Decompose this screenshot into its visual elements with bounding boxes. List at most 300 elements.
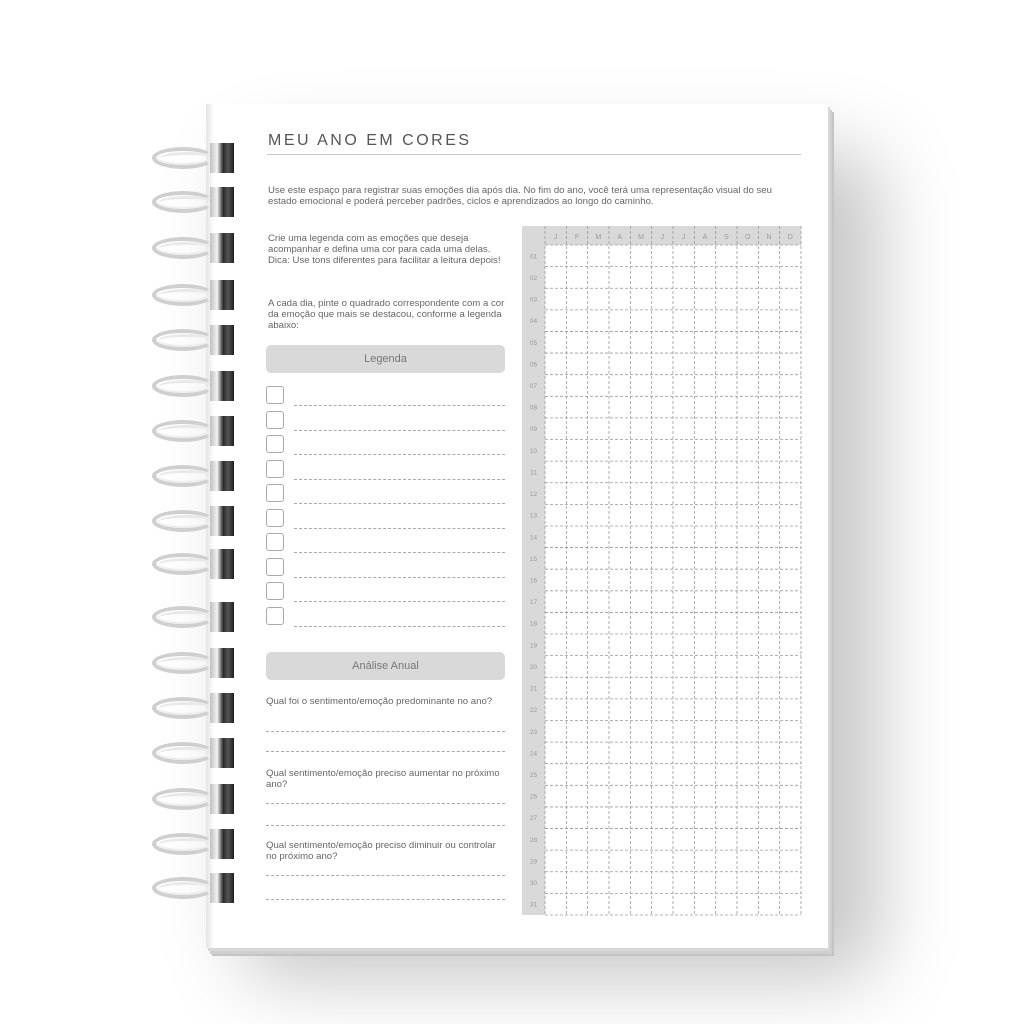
- tracker-cell[interactable]: [716, 591, 737, 613]
- tracker-cell[interactable]: [780, 807, 801, 829]
- tracker-cell[interactable]: [673, 267, 694, 289]
- tracker-cell[interactable]: [588, 331, 609, 353]
- tracker-cell[interactable]: [737, 569, 758, 591]
- tracker-cell[interactable]: [673, 785, 694, 807]
- tracker-cell[interactable]: [694, 504, 715, 526]
- tracker-cell[interactable]: [716, 396, 737, 418]
- tracker-cell[interactable]: [566, 656, 587, 678]
- tracker-cell[interactable]: [588, 375, 609, 397]
- tracker-cell[interactable]: [673, 893, 694, 915]
- tracker-cell[interactable]: [566, 677, 587, 699]
- tracker-cell[interactable]: [694, 548, 715, 570]
- tracker-cell[interactable]: [545, 720, 566, 742]
- tracker-cell[interactable]: [630, 245, 651, 267]
- tracker-cell[interactable]: [566, 267, 587, 289]
- tracker-cell[interactable]: [758, 267, 779, 289]
- tracker-cell[interactable]: [758, 742, 779, 764]
- tracker-cell[interactable]: [588, 807, 609, 829]
- tracker-cell[interactable]: [545, 310, 566, 332]
- tracker-cell[interactable]: [588, 612, 609, 634]
- tracker-cell[interactable]: [716, 807, 737, 829]
- tracker-cell[interactable]: [545, 353, 566, 375]
- tracker-cell[interactable]: [566, 764, 587, 786]
- tracker-cell[interactable]: [780, 785, 801, 807]
- tracker-cell[interactable]: [652, 720, 673, 742]
- tracker-cell[interactable]: [694, 569, 715, 591]
- tracker-cell[interactable]: [566, 310, 587, 332]
- tracker-cell[interactable]: [780, 483, 801, 505]
- tracker-cell[interactable]: [780, 720, 801, 742]
- tracker-cell[interactable]: [545, 677, 566, 699]
- tracker-cell[interactable]: [737, 634, 758, 656]
- tracker-cell[interactable]: [609, 807, 630, 829]
- tracker-cell[interactable]: [609, 612, 630, 634]
- tracker-cell[interactable]: [630, 310, 651, 332]
- tracker-cell[interactable]: [780, 440, 801, 462]
- tracker-cell[interactable]: [758, 569, 779, 591]
- tracker-cell[interactable]: [545, 375, 566, 397]
- tracker-cell[interactable]: [780, 677, 801, 699]
- tracker-cell[interactable]: [609, 720, 630, 742]
- tracker-cell[interactable]: [716, 569, 737, 591]
- tracker-cell[interactable]: [566, 785, 587, 807]
- tracker-cell[interactable]: [737, 461, 758, 483]
- tracker-cell[interactable]: [694, 829, 715, 851]
- tracker-cell[interactable]: [758, 396, 779, 418]
- tracker-cell[interactable]: [545, 656, 566, 678]
- tracker-cell[interactable]: [588, 483, 609, 505]
- tracker-cell[interactable]: [673, 548, 694, 570]
- tracker-cell[interactable]: [673, 504, 694, 526]
- tracker-cell[interactable]: [694, 742, 715, 764]
- tracker-cell[interactable]: [652, 440, 673, 462]
- tracker-cell[interactable]: [588, 699, 609, 721]
- tracker-cell[interactable]: [588, 396, 609, 418]
- tracker-cell[interactable]: [545, 331, 566, 353]
- tracker-cell[interactable]: [758, 807, 779, 829]
- tracker-cell[interactable]: [758, 785, 779, 807]
- tracker-cell[interactable]: [758, 288, 779, 310]
- tracker-cell[interactable]: [609, 504, 630, 526]
- tracker-cell[interactable]: [694, 418, 715, 440]
- tracker-cell[interactable]: [652, 483, 673, 505]
- tracker-cell[interactable]: [588, 526, 609, 548]
- tracker-cell[interactable]: [780, 569, 801, 591]
- tracker-cell[interactable]: [716, 483, 737, 505]
- tracker-cell[interactable]: [716, 267, 737, 289]
- tracker-cell[interactable]: [630, 850, 651, 872]
- tracker-cell[interactable]: [758, 699, 779, 721]
- tracker-cell[interactable]: [694, 375, 715, 397]
- tracker-cell[interactable]: [758, 612, 779, 634]
- tracker-cell[interactable]: [737, 526, 758, 548]
- tracker-cell[interactable]: [588, 893, 609, 915]
- tracker-cell[interactable]: [758, 893, 779, 915]
- tracker-cell[interactable]: [673, 396, 694, 418]
- tracker-cell[interactable]: [673, 288, 694, 310]
- tracker-cell[interactable]: [652, 353, 673, 375]
- tracker-cell[interactable]: [566, 353, 587, 375]
- tracker-cell[interactable]: [588, 764, 609, 786]
- tracker-cell[interactable]: [609, 375, 630, 397]
- tracker-cell[interactable]: [780, 742, 801, 764]
- tracker-cell[interactable]: [630, 656, 651, 678]
- tracker-cell[interactable]: [566, 807, 587, 829]
- tracker-cell[interactable]: [588, 720, 609, 742]
- tracker-cell[interactable]: [737, 504, 758, 526]
- tracker-cell[interactable]: [630, 396, 651, 418]
- tracker-cell[interactable]: [673, 440, 694, 462]
- tracker-cell[interactable]: [673, 699, 694, 721]
- tracker-cell[interactable]: [758, 720, 779, 742]
- tracker-cell[interactable]: [694, 288, 715, 310]
- tracker-cell[interactable]: [630, 785, 651, 807]
- tracker-cell[interactable]: [780, 829, 801, 851]
- tracker-cell[interactable]: [609, 440, 630, 462]
- tracker-cell[interactable]: [758, 872, 779, 894]
- tracker-cell[interactable]: [566, 440, 587, 462]
- tracker-cell[interactable]: [588, 288, 609, 310]
- tracker-cell[interactable]: [566, 699, 587, 721]
- tracker-cell[interactable]: [652, 591, 673, 613]
- tracker-cell[interactable]: [758, 526, 779, 548]
- tracker-cell[interactable]: [652, 548, 673, 570]
- tracker-cell[interactable]: [630, 742, 651, 764]
- tracker-cell[interactable]: [566, 396, 587, 418]
- tracker-cell[interactable]: [780, 634, 801, 656]
- tracker-cell[interactable]: [545, 245, 566, 267]
- tracker-cell[interactable]: [737, 612, 758, 634]
- tracker-cell[interactable]: [609, 288, 630, 310]
- tracker-cell[interactable]: [545, 288, 566, 310]
- tracker-cell[interactable]: [609, 548, 630, 570]
- tracker-cell[interactable]: [588, 310, 609, 332]
- tracker-cell[interactable]: [545, 764, 566, 786]
- tracker-cell[interactable]: [566, 526, 587, 548]
- tracker-cell[interactable]: [588, 785, 609, 807]
- tracker-cell[interactable]: [673, 742, 694, 764]
- tracker-cell[interactable]: [716, 677, 737, 699]
- tracker-cell[interactable]: [609, 310, 630, 332]
- tracker-cell[interactable]: [609, 742, 630, 764]
- tracker-cell[interactable]: [716, 331, 737, 353]
- tracker-cell[interactable]: [652, 764, 673, 786]
- tracker-cell[interactable]: [630, 612, 651, 634]
- tracker-cell[interactable]: [716, 872, 737, 894]
- tracker-cell[interactable]: [588, 677, 609, 699]
- tracker-cell[interactable]: [652, 893, 673, 915]
- tracker-cell[interactable]: [673, 353, 694, 375]
- tracker-cell[interactable]: [758, 548, 779, 570]
- tracker-cell[interactable]: [716, 440, 737, 462]
- tracker-cell[interactable]: [588, 634, 609, 656]
- tracker-cell[interactable]: [694, 612, 715, 634]
- tracker-cell[interactable]: [630, 893, 651, 915]
- tracker-cell[interactable]: [545, 418, 566, 440]
- tracker-cell[interactable]: [758, 829, 779, 851]
- tracker-cell[interactable]: [737, 850, 758, 872]
- tracker-cell[interactable]: [694, 764, 715, 786]
- tracker-cell[interactable]: [673, 656, 694, 678]
- tracker-cell[interactable]: [630, 353, 651, 375]
- tracker-cell[interactable]: [780, 850, 801, 872]
- tracker-cell[interactable]: [673, 331, 694, 353]
- tracker-cell[interactable]: [716, 504, 737, 526]
- tracker-cell[interactable]: [673, 872, 694, 894]
- tracker-cell[interactable]: [716, 699, 737, 721]
- tracker-cell[interactable]: [673, 677, 694, 699]
- tracker-cell[interactable]: [545, 504, 566, 526]
- tracker-cell[interactable]: [737, 396, 758, 418]
- tracker-cell[interactable]: [737, 785, 758, 807]
- tracker-cell[interactable]: [630, 288, 651, 310]
- tracker-cell[interactable]: [780, 872, 801, 894]
- tracker-cell[interactable]: [780, 504, 801, 526]
- tracker-cell[interactable]: [566, 483, 587, 505]
- tracker-cell[interactable]: [566, 612, 587, 634]
- tracker-cell[interactable]: [780, 461, 801, 483]
- tracker-cell[interactable]: [566, 288, 587, 310]
- tracker-cell[interactable]: [716, 310, 737, 332]
- tracker-cell[interactable]: [737, 699, 758, 721]
- tracker-cell[interactable]: [566, 829, 587, 851]
- tracker-cell[interactable]: [545, 742, 566, 764]
- tracker-cell[interactable]: [716, 245, 737, 267]
- tracker-cell[interactable]: [588, 267, 609, 289]
- tracker-cell[interactable]: [588, 353, 609, 375]
- tracker-cell[interactable]: [694, 656, 715, 678]
- tracker-cell[interactable]: [758, 634, 779, 656]
- tracker-cell[interactable]: [609, 526, 630, 548]
- tracker-cell[interactable]: [545, 569, 566, 591]
- tracker-cell[interactable]: [630, 461, 651, 483]
- tracker-cell[interactable]: [588, 548, 609, 570]
- tracker-cell[interactable]: [694, 720, 715, 742]
- tracker-cell[interactable]: [673, 634, 694, 656]
- tracker-cell[interactable]: [630, 807, 651, 829]
- tracker-cell[interactable]: [758, 483, 779, 505]
- tracker-cell[interactable]: [758, 331, 779, 353]
- tracker-cell[interactable]: [737, 656, 758, 678]
- tracker-cell[interactable]: [652, 807, 673, 829]
- tracker-cell[interactable]: [737, 331, 758, 353]
- tracker-cell[interactable]: [588, 591, 609, 613]
- tracker-cell[interactable]: [588, 440, 609, 462]
- tracker-cell[interactable]: [652, 418, 673, 440]
- tracker-cell[interactable]: [545, 699, 566, 721]
- tracker-cell[interactable]: [780, 591, 801, 613]
- tracker-cell[interactable]: [630, 526, 651, 548]
- tracker-cell[interactable]: [609, 418, 630, 440]
- tracker-cell[interactable]: [630, 440, 651, 462]
- tracker-cell[interactable]: [609, 353, 630, 375]
- tracker-cell[interactable]: [630, 720, 651, 742]
- tracker-cell[interactable]: [716, 288, 737, 310]
- tracker-cell[interactable]: [652, 872, 673, 894]
- tracker-cell[interactable]: [737, 591, 758, 613]
- tracker-cell[interactable]: [716, 720, 737, 742]
- tracker-cell[interactable]: [737, 829, 758, 851]
- tracker-cell[interactable]: [758, 310, 779, 332]
- tracker-cell[interactable]: [716, 742, 737, 764]
- tracker-cell[interactable]: [545, 893, 566, 915]
- tracker-cell[interactable]: [588, 504, 609, 526]
- tracker-cell[interactable]: [780, 526, 801, 548]
- tracker-cell[interactable]: [652, 331, 673, 353]
- tracker-cell[interactable]: [630, 872, 651, 894]
- tracker-cell[interactable]: [716, 764, 737, 786]
- tracker-cell[interactable]: [545, 829, 566, 851]
- tracker-cell[interactable]: [652, 375, 673, 397]
- tracker-cell[interactable]: [673, 245, 694, 267]
- tracker-cell[interactable]: [758, 440, 779, 462]
- tracker-cell[interactable]: [780, 656, 801, 678]
- tracker-cell[interactable]: [566, 504, 587, 526]
- tracker-cell[interactable]: [545, 591, 566, 613]
- tracker-cell[interactable]: [694, 785, 715, 807]
- tracker-cell[interactable]: [630, 634, 651, 656]
- tracker-cell[interactable]: [566, 634, 587, 656]
- tracker-cell[interactable]: [694, 461, 715, 483]
- tracker-cell[interactable]: [652, 396, 673, 418]
- tracker-cell[interactable]: [780, 764, 801, 786]
- tracker-cell[interactable]: [652, 267, 673, 289]
- tracker-cell[interactable]: [694, 310, 715, 332]
- tracker-cell[interactable]: [630, 569, 651, 591]
- tracker-cell[interactable]: [694, 677, 715, 699]
- tracker-cell[interactable]: [694, 699, 715, 721]
- tracker-cell[interactable]: [609, 634, 630, 656]
- tracker-cell[interactable]: [758, 418, 779, 440]
- tracker-cell[interactable]: [716, 461, 737, 483]
- tracker-cell[interactable]: [780, 331, 801, 353]
- tracker-cell[interactable]: [630, 764, 651, 786]
- tracker-cell[interactable]: [758, 677, 779, 699]
- tracker-cell[interactable]: [609, 893, 630, 915]
- tracker-cell[interactable]: [652, 245, 673, 267]
- tracker-cell[interactable]: [630, 418, 651, 440]
- tracker-cell[interactable]: [652, 612, 673, 634]
- tracker-cell[interactable]: [566, 742, 587, 764]
- tracker-cell[interactable]: [716, 850, 737, 872]
- tracker-cell[interactable]: [652, 699, 673, 721]
- tracker-cell[interactable]: [673, 418, 694, 440]
- tracker-cell[interactable]: [545, 483, 566, 505]
- tracker-cell[interactable]: [780, 245, 801, 267]
- tracker-cell[interactable]: [609, 829, 630, 851]
- tracker-cell[interactable]: [716, 353, 737, 375]
- tracker-cell[interactable]: [673, 310, 694, 332]
- tracker-cell[interactable]: [545, 785, 566, 807]
- tracker-cell[interactable]: [630, 504, 651, 526]
- tracker-cell[interactable]: [694, 353, 715, 375]
- tracker-cell[interactable]: [780, 893, 801, 915]
- tracker-cell[interactable]: [780, 310, 801, 332]
- tracker-cell[interactable]: [652, 310, 673, 332]
- tracker-cell[interactable]: [630, 829, 651, 851]
- tracker-cell[interactable]: [780, 396, 801, 418]
- tracker-cell[interactable]: [673, 764, 694, 786]
- tracker-cell[interactable]: [609, 785, 630, 807]
- tracker-cell[interactable]: [758, 850, 779, 872]
- tracker-cell[interactable]: [652, 634, 673, 656]
- tracker-cell[interactable]: [716, 656, 737, 678]
- tracker-cell[interactable]: [609, 699, 630, 721]
- tracker-cell[interactable]: [566, 548, 587, 570]
- tracker-cell[interactable]: [545, 612, 566, 634]
- tracker-cell[interactable]: [758, 375, 779, 397]
- tracker-cell[interactable]: [694, 483, 715, 505]
- tracker-cell[interactable]: [630, 699, 651, 721]
- tracker-cell[interactable]: [652, 656, 673, 678]
- tracker-cell[interactable]: [716, 634, 737, 656]
- tracker-cell[interactable]: [716, 375, 737, 397]
- tracker-cell[interactable]: [566, 850, 587, 872]
- tracker-cell[interactable]: [630, 267, 651, 289]
- tracker-cell[interactable]: [694, 634, 715, 656]
- tracker-cell[interactable]: [673, 612, 694, 634]
- tracker-cell[interactable]: [780, 612, 801, 634]
- tracker-cell[interactable]: [673, 569, 694, 591]
- tracker-cell[interactable]: [609, 267, 630, 289]
- tracker-cell[interactable]: [716, 829, 737, 851]
- tracker-cell[interactable]: [609, 396, 630, 418]
- tracker-cell[interactable]: [630, 677, 651, 699]
- tracker-cell[interactable]: [588, 829, 609, 851]
- tracker-cell[interactable]: [545, 872, 566, 894]
- tracker-cell[interactable]: [716, 612, 737, 634]
- tracker-cell[interactable]: [673, 807, 694, 829]
- tracker-cell[interactable]: [545, 461, 566, 483]
- tracker-cell[interactable]: [673, 720, 694, 742]
- tracker-cell[interactable]: [694, 267, 715, 289]
- tracker-cell[interactable]: [758, 591, 779, 613]
- tracker-cell[interactable]: [652, 742, 673, 764]
- tracker-cell[interactable]: [758, 764, 779, 786]
- tracker-cell[interactable]: [737, 375, 758, 397]
- tracker-cell[interactable]: [652, 569, 673, 591]
- tracker-cell[interactable]: [609, 850, 630, 872]
- tracker-cell[interactable]: [694, 850, 715, 872]
- tracker-cell[interactable]: [694, 893, 715, 915]
- tracker-cell[interactable]: [545, 634, 566, 656]
- tracker-cell[interactable]: [780, 375, 801, 397]
- tracker-cell[interactable]: [566, 418, 587, 440]
- tracker-cell[interactable]: [545, 267, 566, 289]
- tracker-cell[interactable]: [737, 872, 758, 894]
- tracker-cell[interactable]: [737, 677, 758, 699]
- tracker-cell[interactable]: [609, 245, 630, 267]
- tracker-cell[interactable]: [694, 872, 715, 894]
- tracker-cell[interactable]: [716, 548, 737, 570]
- tracker-cell[interactable]: [566, 461, 587, 483]
- tracker-cell[interactable]: [694, 245, 715, 267]
- tracker-cell[interactable]: [737, 310, 758, 332]
- tracker-cell[interactable]: [566, 331, 587, 353]
- tracker-cell[interactable]: [609, 764, 630, 786]
- tracker-cell[interactable]: [588, 461, 609, 483]
- tracker-cell[interactable]: [673, 483, 694, 505]
- tracker-cell[interactable]: [780, 418, 801, 440]
- tracker-cell[interactable]: [673, 591, 694, 613]
- tracker-cell[interactable]: [652, 288, 673, 310]
- tracker-cell[interactable]: [780, 288, 801, 310]
- tracker-cell[interactable]: [737, 742, 758, 764]
- tracker-cell[interactable]: [609, 569, 630, 591]
- tracker-cell[interactable]: [588, 418, 609, 440]
- tracker-cell[interactable]: [566, 375, 587, 397]
- tracker-cell[interactable]: [609, 483, 630, 505]
